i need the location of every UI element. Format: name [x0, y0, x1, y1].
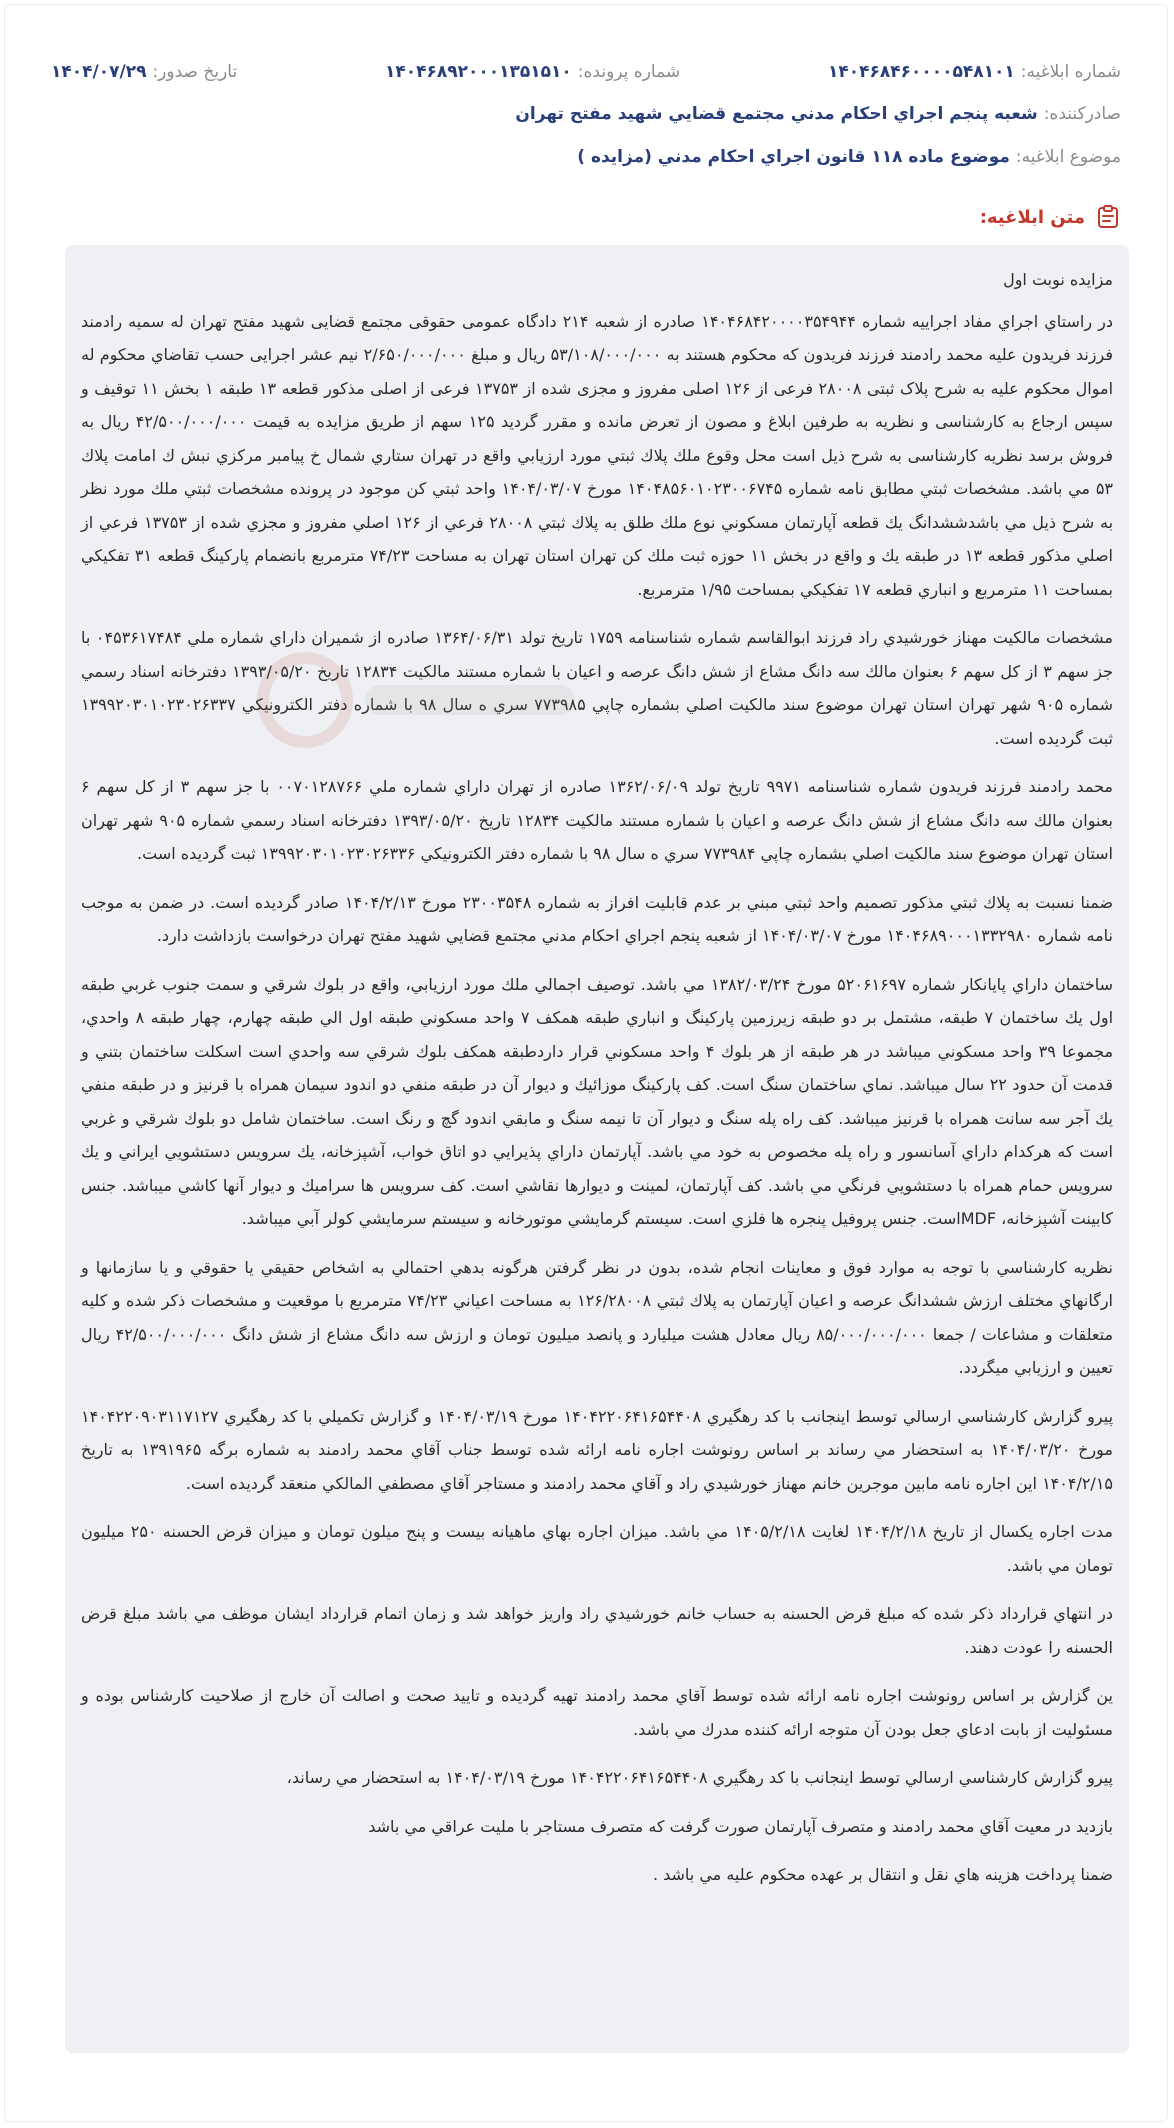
- case-number-value: ۱۴۰۴۶۸۹۲۰۰۰۱۳۵۱۵۱۰: [385, 62, 572, 82]
- notice-paragraph: در انتهاي قرارداد ذكر شده كه مبلغ قرض الحسنه به حساب خانم خورشيدي راد واريز خواهد شد و زمان اتمام قرارداد ايشان موظف مي باشد مبلغ قرض الحسنه را عودت دهند.: [81, 1604, 1113, 1657]
- issue-date-group: [51, 60, 237, 84]
- document-icon: [1095, 204, 1121, 230]
- notice-meta-row: [51, 60, 1121, 84]
- notice-number-group: [828, 60, 1121, 84]
- paragraph-list: [81, 305, 1113, 1892]
- notice-paragraph: محمد رادمند فرزند فريدون شماره شناسنامه ۹۹۷۱ تاريخ تولد ۱۳۶۲/۰۶/۰۹ صادره از تهران داراي شماره ملي ۰۰۷۰۱۲۸۷۶۶ با جز سهم ۳ از كل سهم ۶ بعنوان مالك سه دانگ مشاع از شش دانگ عرصه و اعيان با شماره مستند مالكيت ۱۲۸۳۴ تاريخ ۱۳۹۳/۰۵/۲۰ دفترخانه اسناد رسمي شماره ۹۰۵ شهر تهران استان تهران موضوع سند مالكيت اصلي بشماره چاپي ۷۷۳۹۸۴ سري ه سال ۹۸ با شماره دفتر الكترونيكي ۱۳۹۹۲۰۳۰۱۰۲۳۰۲۶۳۳۶ ثبت گرديده است.: [81, 777, 1113, 863]
- notice-number-value: ۱۴۰۴۶۸۴۶۰۰۰۰۵۴۸۱۰۱: [827, 62, 1015, 82]
- notice-number-label: شماره ابلاغیه:: [1020, 62, 1121, 82]
- notice-paragraph: بازديد در معيت آقاي محمد رادمند و متصرف آپارتمان صورت گرفت كه متصرف مستاجر با مليت عراقي مي باشد: [368, 1816, 1113, 1836]
- case-number-label: شماره پرونده:: [577, 62, 681, 82]
- notice-body: [65, 245, 1129, 2053]
- subject-label: موضوع ابلاغیه:: [1015, 147, 1121, 167]
- notice-paragraph: مدت اجاره يكسال از تاريخ ۱۴۰۴/۲/۱۸ لغايت ۱۴۰۵/۲/۱۸ مي باشد. ميزان اجاره بهاي ماهيانه بيست و پنج ميلون تومان و ميزان قرض الحسنه ۲۵۰ ميليون تومان مي باشد.: [81, 1522, 1114, 1575]
- notice-paragraph: پيرو گزارش كارشناسي ارسالي توسط اينجانب با كد رهگيري ۱۴۰۴۲۲۰۶۴۱۶۵۴۴۰۸ مورخ ۱۴۰۴/۰۳/۱۹ و گزارش تكميلي با كد رهگيري ۱۴۰۴۲۲۰۹۰۳۱۱۷۱۲۷ مورخ ۱۴۰۴/۰۳/۲۰ به استحضار مي رساند بر اساس رونوشت اجاره نامه ارائه شده توسط جناب آقاي محمد رادمند به شماره برگه ۱۳۹۱۹۶۵ به تاريخ ۱۴۰۴/۲/۱۵ اين اجاره نامه مابين موجرين خانم مهناز خورشيدي راد و آقاي محمد رادمند و مستاجر آقاي مصطفي المالكي منعقد گرديده است.: [81, 1406, 1114, 1493]
- issuer-row: [51, 102, 1121, 126]
- notice-paragraph: ساختمان داراي پايانكار شماره ۵۲۰۶۱۶۹۷ مورخ ۱۳۸۲/۰۳/۲۴ مي باشد. توصيف اجمالي ملك مورد ارزيابي، واقع در بلوك شرقي و سمت جنوب غربي طبقه اول يك ساختمان ۷ طبقه، مشتمل بر دو طبقه زيرزمين پاركينگ و انباري طبقه همكف ۷ واحد مسكوني طبقه اول الي طبقه چهارم، چهار طبقه ۸ واحدي، مجموعا ۳۹ واحد مسكوني ميباشد در هر طبقه از هر بلوك ۴ واحد مسكوني قرار داردطبقه همكف بلوك شرقي سه واحدي است اسكلت ساختمان بتني و قدمت آن حدود ۲۲ سال ميباشد. نماي ساختمان سنگ است. كف پاركينگ موزائيك و ديوار آن در طبقه منفي دو اندود سيمان همراه با قرنيز و در طبقه منفي يك آجر سه سانت همراه با قرنيز ميباشد. كف راه پله سنگ و ديوار آن تا نيمه سنگ و مابقي اندود گچ و رنگ است. ساختمان شامل دو بلوك شرقي و غربي است كه هركدام داراي آسانسور و راه پله مخصوص به خود مي باشد. آپارتمان داراي پذيرايي دو اتاق خواب، آشپزخانه، يك سرويس دستشويي ايراني و يك سرويس حمام همراه با دستشويي فرنگي مي باشد. كف آپارتمان، لمينت و ديوارها نقاشي است. كف سرويس ها سراميك و ديوار آنها كاشي ميباشد. جنس كابينت آشپزخانه، MDFاست. جنس پروفيل پنجره ها فلزي است. سيستم گرمايشي موتورخانه و سيستم سرمايشي كولر آبي ميباشد.: [81, 974, 1114, 1228]
- subject-value: موضوع ماده ۱۱۸ قانون اجراي احكام مدني (مزايده ): [577, 147, 1010, 167]
- notice-paragraph: ضمنا نسبت به پلاك ثبتي مذكور تصميم واحد ثبتي مبني بر عدم قابليت افراز به شماره ۲۳۰۰۳۵۴۸ مورخ ۱۴۰۴/۲/۱۳ صادر گرديده است. در ضمن به موجب نامه شماره ۱۴۰۴۶۸۹۰۰۰۱۳۳۲۹۸۰ مورخ ۱۴۰۴/۰۳/۰۷ از شعبه پنجم اجراي احكام مدني مجتمع قضايي شهيد مفتح تهران درخواست بازداشت دارد.: [81, 892, 1114, 945]
- subject-row: [51, 145, 1121, 169]
- issue-date-label: تاریخ صدور:: [152, 62, 238, 82]
- section-title-label: متن ابلاغیه:: [979, 206, 1085, 228]
- notice-paragraph: ين گزارش بر اساس رونوشت اجاره نامه ارائه شده توسط آقاي محمد رادمند تهيه گرديده و تاييد صحت و اصالت آن خارج از صلاحيت كارشناس بوده و مسئوليت از بابت ادعاي جعل بودن آن متوجه ارائه كننده مدرك مي باشد.: [81, 1686, 1113, 1739]
- notice-paragraph: نظريه كارشناسي با توجه به موارد فوق و معاينات انجام شده، بدون در نظر گرفتن هرگونه بدهي احتمالي به اشخاص حقيقي يا حقوقي و يا سازمانها و ارگانهاي مختلف ارزش ششدانگ عرصه و اعيان آپارتمان به پلاك ثبتي ۱۲۶/۲۸۰۰۸ به مساحت اعياني ۷۴/۲۳ مترمربع با موقعيت و مشخصات ذكر شده و كليه متعلقات و مشاعات / جمعا ۸۵/۰۰۰/۰۰۰/۰۰۰ ريال معادل هشت ميليارد و پانصد ميليون تومان و ارزش سه دانگ مشاع از شش دانگ ۴۲/۵۰۰/۰۰۰/۰۰۰ ريال تعيين و ارزيابي ميگردد.: [81, 1257, 1114, 1377]
- notice-card: [4, 4, 1168, 2122]
- issuer-value: شعبه پنجم اجراي احكام مدني مجتمع قضايي شهيد مفتح تهران: [515, 104, 1038, 124]
- notice-heading: مزایده نوبت اول: [1003, 270, 1113, 289]
- issuer-label: صادرکننده:: [1043, 104, 1121, 124]
- notice-paragraph: پيرو گزارش كارشناسي ارسالي توسط اينجانب با كد رهگيري ۱۴۰۴۲۲۰۶۴۱۶۵۴۴۰۸ مورخ ۱۴۰۴/۰۳/۱۹ به استحضار مي رساند،: [286, 1768, 1113, 1787]
- notice-paragraph: در راستاي اجراي مفاد اجراییه شماره ۱۴۰۴۶۸۴۲۰۰۰۰۳۵۴۹۴۴ صادره از شعبه ۲۱۴ دادگاه عمومی حقوقی مجتمع قضایی شهيد مفتح تهران له سمیه رادمند فرزند فریدون علیه محمد رادمند فرزند فریدون که محکوم هستند به ۵۳/۱۰۸/۰۰۰/۰۰۰ ریال و مبلغ ۲/۶۵۰/۰۰۰/۰۰۰ نیم عشر اجرایی حسب تقاضاي محکوم له اموال محکوم علیه به شرح پلاک ثبتی ۲۸۰۰۸ فرعی از ۱۲۶ اصلی مفروز و مجزی شده از ۱۳۷۵۳ فرعی از اصلی مذکور قطعه ۱۳ طبقه ۱ بخش ۱۱ توقيف و سپس ارجاع به کارشناسی و نظریه به طرفین ابلاغ و مصون از تعرض مانده و مقرر گردید ۱۲۵ سهم از طریق مزایده به قیمت ۴۲/۵۰۰/۰۰۰/۰۰۰ ریال به فروش برسد نظریه کارشناسی به شرح ذیل است محل وقوع ملك پلاك ثبتي مورد ارزيابي واقع در تهران ستاري شمال خ پيامبر مركزي نبش ك امامت پلاك ۵۳ مي باشد. مشخصات ثبتي مطابق نامه شماره ۱۴۰۴۸۵۶۰۱۰۲۳۰۰۶۷۴۵ مورخ ۱۴۰۴/۰۳/۰۷ واحد ثبتي كن موجود در پرونده مشخصات ثبتي ملك مورد نظر به شرح ذيل مي باشدششدانگ يك قطعه آپارتمان مسكوني نوع ملك طلق به پلاك ثبتي ۲۸۰۰۸ فرعي از ۱۲۶ اصلي مفروز و مجزي شده از ۱۳۷۵۳ فرعي از اصلي مذكور قطعه ۱۳ در طبقه يك و واقع در بخش ۱۱ حوزه ثبت ملك كن تهران استان تهران به مساحت ۷۴/۲۳ مترمربع بانضمام پاركينگ قطعه ۳۱ تفكيكي بمساحت ۱۱ مترمربع و انباري قطعه ۱۷ تفكيكي بمساحت ۱/۹۵ مترمربع.: [81, 311, 1114, 599]
- notice-paragraph: ضمنا پرداخت هزينه هاي نقل و انتقال بر عهده محكوم عليه مي باشد .: [652, 1865, 1113, 1884]
- notice-paragraph: مشخصات مالكيت مهناز خورشيدي راد فرزند ابوالقاسم شماره شناسنامه ۱۷۵۹ تاريخ تولد ۱۳۶۴/۰۶/۳۱ صادره از شميران داراي شماره ملي ۰۴۵۳۶۱۷۴۸۴ با جز سهم ۳ از كل سهم ۶ بعنوان مالك سه دانگ مشاع از شش دانگ عرصه و اعيان با شماره مستند مالكيت ۱۲۸۳۴ تاريخ ۱۳۹۳/۰۵/۲۰ دفترخانه اسناد رسمي شماره ۹۰۵ شهر تهران استان تهران موضوع سند مالكيت اصلي بشماره چاپي ۷۷۳۹۸۵ سري ه سال ۹۸ با شماره دفتر الكترونيكي ۱۳۹۹۲۰۳۰۱۰۲۳۰۲۶۳۳۷ ثبت گرديده است.: [81, 628, 1113, 748]
- issue-date-value: ۱۴۰۴/۰۷/۲۹: [51, 62, 147, 82]
- case-number-group: [385, 60, 680, 84]
- section-title: [980, 204, 1121, 230]
